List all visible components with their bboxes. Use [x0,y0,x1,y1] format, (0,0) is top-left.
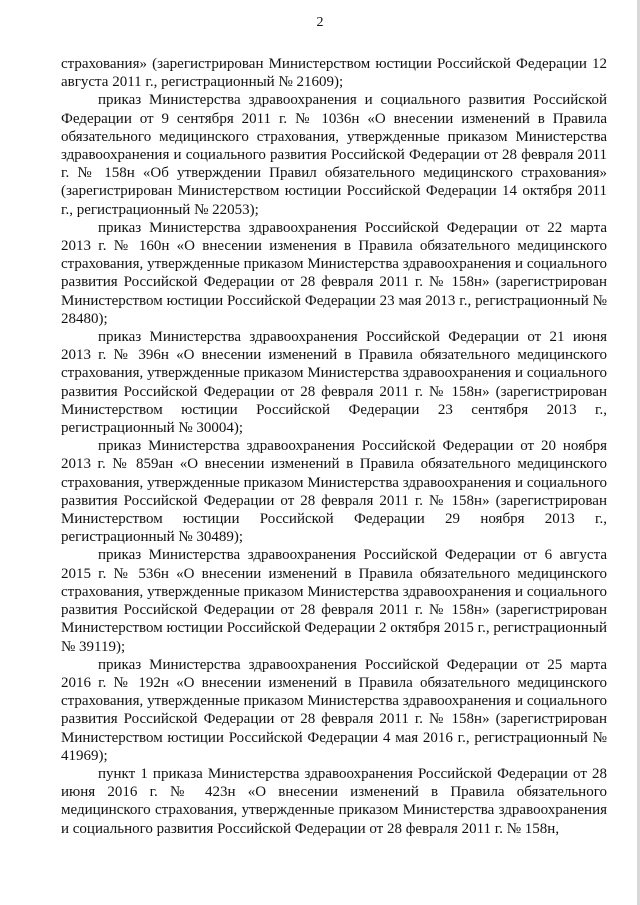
paragraph-order-160n: приказ Министерства здравоохранения Российской Федерации от 22 марта 2013 г. № 160н «О внесении изменения в Правила обязательного медицинского страхования, утвержденные приказом Министерства здравоохранения и социального развития Российской Федерации от 28 февраля 2011 г. № 158н» (зарегистрирован Министерством юстиции Российской Федерации 23 мая 2013 г., регистрационный № 28480); [61,219,607,327]
page-number: 2 [316,15,324,30]
paragraph-order-396n: приказ Министерства здравоохранения Российской Федерации от 21 июня 2013 г. № 396н «О внесении изменений в Правила обязательного медицинского страхования, утвержденные приказом Министерства здравоохранения и социального развития Российской Федерации от 28 февраля 2011 г. № 158н» (зарегистрирован Министерством юстиции Российской Федерации 23 сентября 2013 г., регистрационный № 30004); [61,329,607,437]
paragraph-order-423n: пункт 1 приказа Министерства здравоохранения Российской Федерации от 28 июня 2016 г. № 423н «О внесении изменений в Правила обязательного медицинского страхования, утвержденные приказом Министерства здравоохранения и социального развития Российской Федерации от 28 февраля 2011 г. № 158н, [61,765,607,837]
paragraph-continuation: страхования» (зарегистрирован Министерством юстиции Российской Федерации 12 августа 2011 г., регистрационный № 21609); [61,56,607,91]
paragraph-order-536n: приказ Министерства здравоохранения Российской Федерации от 6 августа 2015 г. № 536н «О внесении изменений в Правила обязательного медицинского страхования, утвержденные приказом Министерства здравоохранения и социального развития Российской Федерации от 28 февраля 2011 г. № 158н» (зарегистрирован Министерством юстиции Российской Федерации 2 октября 2015 г., регистрационный № 39119); [61,547,607,655]
paragraph-order-1036n: приказ Министерства здравоохранения и социального развития Российской Федерации от 9 сентября 2011 г. № 1036н «О внесении изменений в Правила обязательного медицинского страхования, утвержденные приказом Министерства здравоохранения и социального развития Российской Федерации от 28 февраля 2011 г. № 158н «Об утверждении Правил обязательного медицинского страхования» (зарегистрирован Министерством юстиции Российской Федерации 14 октября 2011 г., регистрационный № 22053); [61,92,607,218]
paragraph-order-192n: приказ Министерства здравоохранения Российской Федерации от 25 марта 2016 г. № 192н «О внесении изменений в Правила обязательного медицинского страхования, утвержденные приказом Министерства здравоохранения и социального развития Российской Федерации от 28 февраля 2011 г. № 158н» (зарегистрирован Министерством юстиции Российской Федерации 4 мая 2016 г., регистрационный № 41969); [61,656,607,764]
paragraph-order-859an: приказ Министерства здравоохранения Российской Федерации от 20 ноября 2013 г. № 859ан «О внесении изменений в Правила обязательного медицинского страхования, утвержденные приказом Министерства здравоохранения и социального развития Российской Федерации от 28 февраля 2011 г. № 158н» (зарегистрирован Министерством юстиции Российской Федерации 29 ноября 2013 г., регистрационный № 30489); [61,438,607,546]
document-body [61,55,607,838]
